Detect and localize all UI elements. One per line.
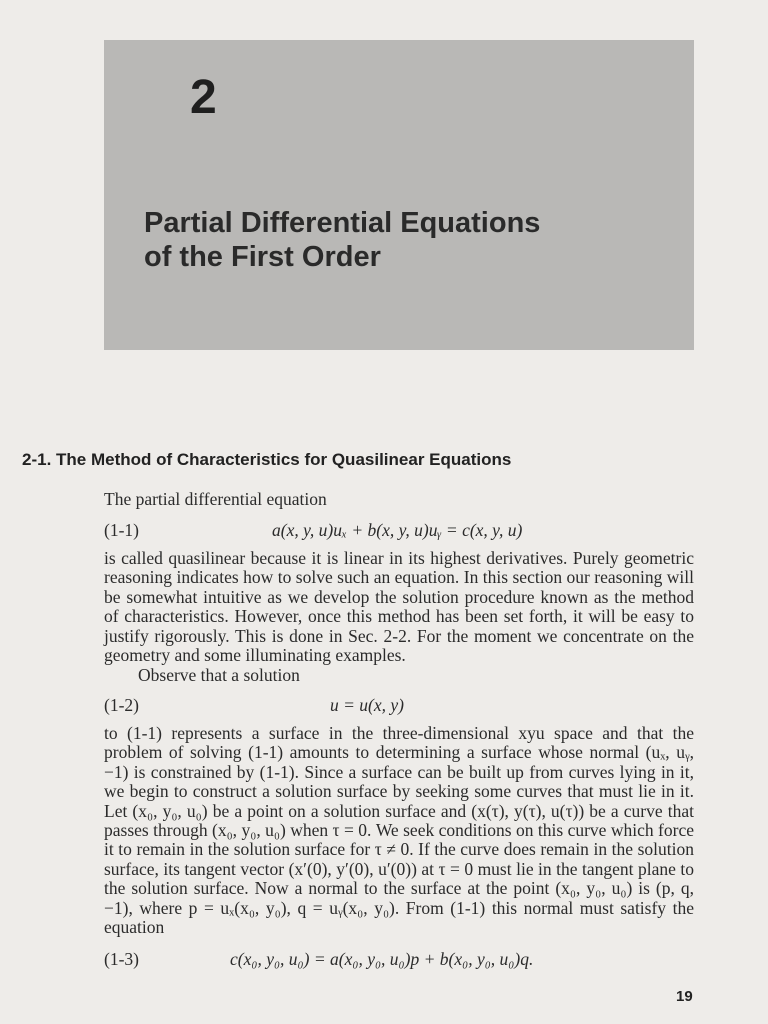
equation-1-1 <box>104 520 694 542</box>
paragraph-3: to (1-1) represents a surface in the three-dimensional xyu space and that the problem of solving (1-1) amounts to determining a surface whose normal (uₓ, uᵧ, −1) is constrained by (1-1). Since a surface can be built up from curves lying in it, we begin to construct a solution surface by seeking some curves that must lie in it. Let (x₀, y₀, u₀) be a point on a solution surface and (x(τ), y(τ), u(τ)) be a curve that passes through (x₀, y₀, u₀) when τ = 0. We seek conditions on this curve which force it to remain in the solution surface for τ ≠ 0. If the curve does remain in the solution surface, its tangent vector (x′(0), y′(0), u′(0)) at τ = 0 must lie in the tangent plane to the solution surface. Now a normal to the surface at the point (x₀, y₀, u₀) is (p, q, −1), where p = uₓ(x₀, y₀), q = uᵧ(x₀, y₀). From (1-1) this normal must satisfy the equation <box>104 723 694 938</box>
intro-sentence: The partial differential equation <box>104 489 327 509</box>
chapter-title <box>144 206 540 274</box>
equation-1-3 <box>104 949 694 971</box>
equation-number: (1-1) <box>104 520 139 540</box>
equation-number: (1-2) <box>104 695 139 715</box>
equation-1-2 <box>104 695 694 717</box>
equation-formula: a(x, y, u)uₓ + b(x, y, u)uᵧ = c(x, y, u) <box>272 520 523 540</box>
paragraph-1: is called quasilinear because it is linear in its highest derivatives. Purely geometric reasoning indicates how to solve such an equation. In this section our reasoning will be somewhat intuitive as we develop the solution procedure known as the method of characteristics. However, once this method has been set forth, it will be easy to justify rigorously. This is done in Sec. 2-2. For the moment we concentrate on the geometry and some illuminating examples. <box>104 548 694 666</box>
section-heading: 2-1. The Method of Characteristics for Quasilinear Equations <box>22 450 512 469</box>
paragraph-2: Observe that a solution <box>138 665 300 685</box>
page-number: 19 <box>676 988 693 1005</box>
equation-formula: u = u(x, y) <box>330 695 404 715</box>
equation-number: (1-3) <box>104 949 139 969</box>
chapter-banner <box>104 40 694 350</box>
equation-formula: c(x₀, y₀, u₀) = a(x₀, y₀, u₀)p + b(x₀, y₀, u₀)q. <box>230 949 534 969</box>
chapter-title-line-1: Partial Differential Equations <box>144 207 541 239</box>
chapter-title-line-2: of the First Order <box>144 241 381 273</box>
chapter-number: 2 <box>190 71 217 124</box>
